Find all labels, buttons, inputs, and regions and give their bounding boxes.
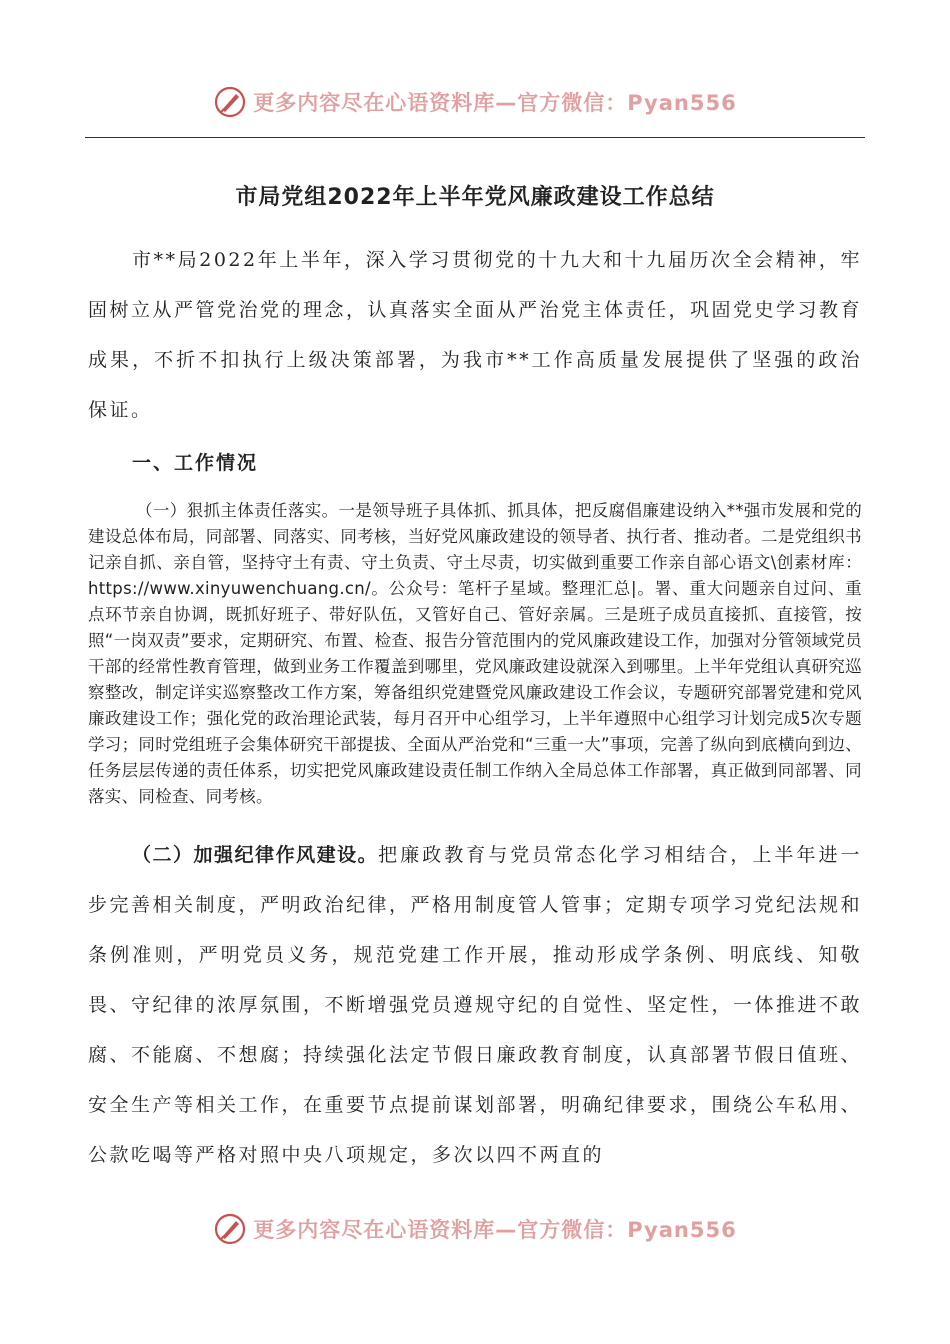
- intro-paragraph: 市**局2022年上半年，深入学习贯彻党的十九大和十九届历次全会精神，牢固树立从严管党治党的理念，认真落实全面从严治党主体责任，巩固党史学习教育成果，不折不扣执行上级决策部署，为我市**工作高质量发展提供了坚强的政治保证。: [88, 249, 863, 421]
- quill-logo-icon: [213, 85, 247, 119]
- item-2-lead: （二）加强纪律作风建设。: [132, 844, 379, 866]
- header-banner: [0, 80, 950, 124]
- item-2-text: 把廉政教育与党员常态化学习相结合，上半年进一步完善相关制度，严明政治纪律，严格用制度管人管事；定期专项学习党纪法规和条例准则，严明党员义务，规范党建工作开展，推动形成学条例、明底线、知敬畏、守纪律的浓厚氛围，不断增强党员遵规守纪的自觉性、坚定性，一体推进不敢腐、不能腐、不想腐；持续强化法定节假日廉政教育制度，认真部署节假日值班、安全生产等相关工作，在重要节点提前谋划部署，明确纪律要求，围绕公车私用、公款吃喝等严格对照中央八项规定，多次以四不两直的: [88, 844, 863, 1166]
- item-1-paragraph: （一）狠抓主体责任落实。一是领导班子具体抓、抓具体，把反腐倡廉建设纳入**强市发展和党的建设总体布局，同部署、同落实、同考核，当好党风廉政建设的领导者、执行者、推动者。二是党组织书记亲自抓、亲自管，坚持守土有责、守土负责、守土尽责，切实做到重要工作亲自部心语文\创素材库：https://www.xinyuwenchuang.cn/。公众号：笔杆子星域。整理汇总|。署、重大问题亲自过问、重点环节亲自协调，既抓好班子、带好队伍，又管好自己、管好亲属。三是班子成员直接抓、直接管，按照“一岗双责”要求，定期研究、布置、检查、报告分管范围内的党风廉政建设工作，加强对分管领域党员干部的经常性教育管理，做到业务工作覆盖到哪里，党风廉政建设就深入到哪里。上半年党组认真研究巡察整改，制定详实巡察整改工作方案，筹备组织党建暨党风廉政建设工作会议，专题研究部署党建和党风廉政建设工作；强化党的政治理论武装，每月召开中心组学习，上半年遵照中心组学习计划完成5次专题学习；同时党组班子会集体研究干部提拔、全面从严治党和“三重一大”事项，完善了纵向到底横向到边、任务层层传递的责任体系，切实把党风廉政建设责任制工作纳入全局总体工作部署，真正做到同部署、同落实、同检查、同考核。: [88, 501, 862, 806]
- footer-banner: [0, 1207, 950, 1251]
- banner-text: 更多内容尽在心语资料库—官方微信：Pyan556: [253, 91, 737, 115]
- header-divider: [85, 137, 865, 138]
- section-heading: 一、工作情况: [132, 452, 259, 474]
- document-title: 市局党组2022年上半年党风廉政建设工作总结: [235, 185, 715, 210]
- banner-text: 更多内容尽在心语资料库—官方微信：Pyan556: [253, 1218, 737, 1242]
- quill-logo-icon: [213, 1212, 247, 1246]
- item-2-paragraph: [88, 830, 862, 1180]
